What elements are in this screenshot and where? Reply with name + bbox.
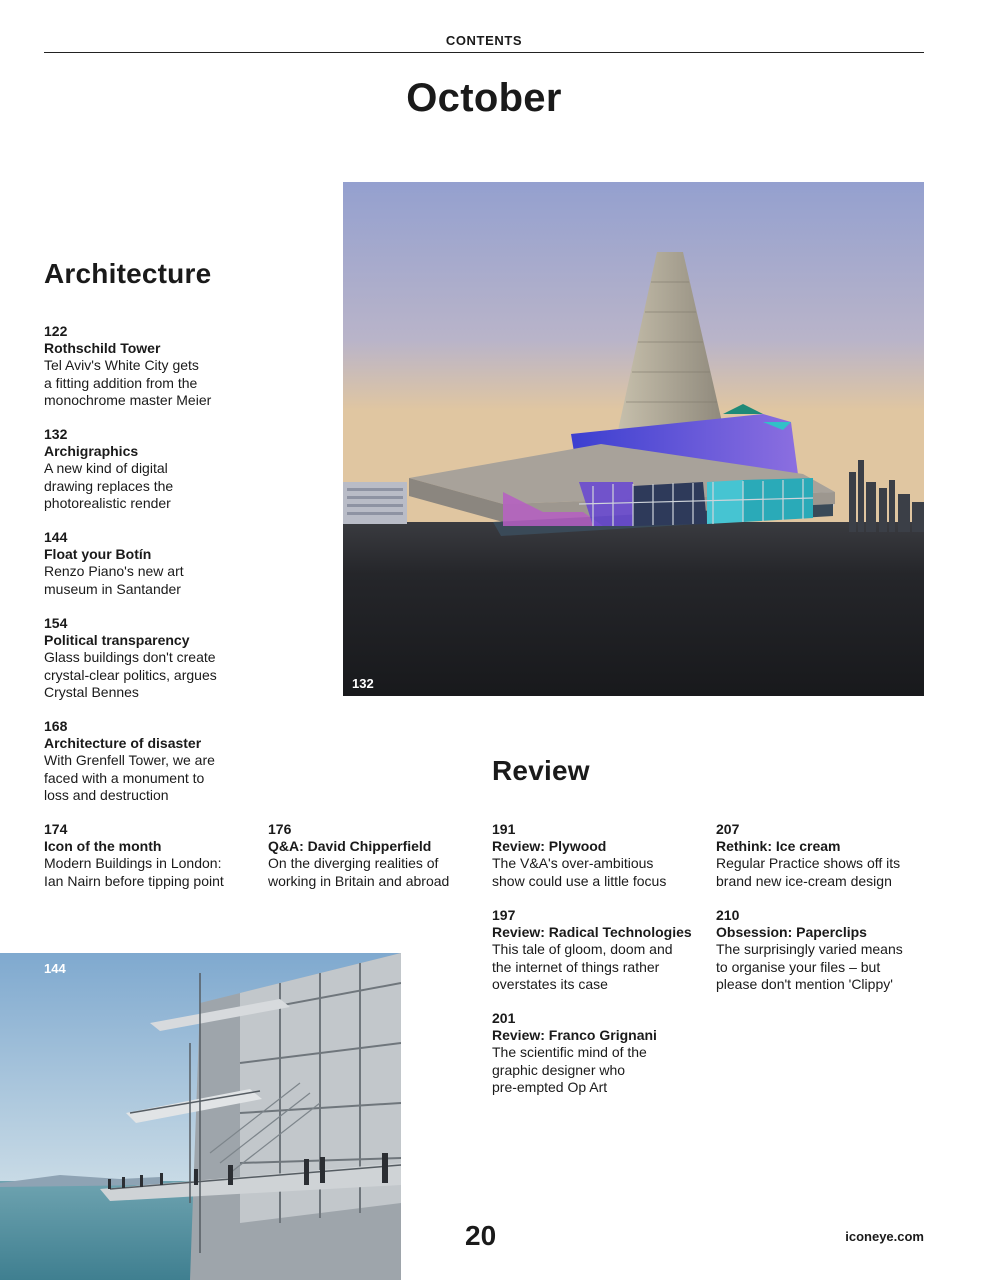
entry-desc-line: crystal-clear politics, argues [44, 666, 217, 683]
entry-title: Review: Radical Technologies [492, 924, 692, 941]
toc-entry[interactable] [44, 718, 259, 804]
entry-desc-line: working in Britain and abroad [268, 872, 450, 889]
entry-desc-line: Modern Buildings in London: [44, 855, 222, 872]
entry-desc-line: The V&A's over-ambitious [492, 855, 654, 872]
toc-entry[interactable] [44, 529, 259, 598]
entry-page: 144 [44, 529, 68, 545]
entry-title: Archigraphics [44, 443, 139, 460]
entry-page: 197 [492, 907, 516, 923]
entry-title: Rothschild Tower [44, 340, 161, 357]
entry-desc-line: overstates its case [492, 975, 608, 992]
archigraphics-illustration [343, 182, 924, 696]
entry-page: 207 [716, 821, 740, 837]
entry-desc-line: Crystal Bennes [44, 683, 139, 700]
section-label: CONTENTS [445, 33, 523, 48]
entry-page: 122 [44, 323, 68, 339]
entry-desc-line: museum in Santander [44, 580, 181, 597]
entry-desc-line: pre-empted Op Art [492, 1078, 608, 1095]
toc-entry[interactable] [44, 426, 259, 512]
architecture-heading: Architecture [44, 258, 212, 289]
entry-title: Review: Plywood [492, 838, 607, 855]
entry-desc-line: a fitting addition from the [44, 374, 198, 391]
entry-desc-line: show could use a little focus [492, 872, 667, 889]
entry-page: 132 [44, 426, 68, 442]
entry-desc-line: On the diverging realities of [268, 855, 439, 872]
entry-title: Float your Botín [44, 546, 152, 563]
entry-title: Architecture of disaster [44, 735, 202, 752]
entry-desc-line: to organise your files – but [716, 958, 881, 975]
entry-desc-line: Renzo Piano's new art [44, 563, 184, 580]
entry-desc-line: loss and destruction [44, 786, 169, 803]
toc-entry[interactable] [44, 821, 259, 890]
entry-desc-line: drawing replaces the [44, 477, 174, 494]
entry-page: 191 [492, 821, 516, 837]
entry-desc-line: the internet of things rather [492, 958, 660, 975]
entry-desc-line: This tale of gloom, doom and [492, 941, 673, 958]
page-title: October [406, 76, 562, 120]
entry-page: 154 [44, 615, 68, 631]
entry-desc-line: A new kind of digital [44, 460, 168, 477]
toc-entry[interactable] [492, 1010, 707, 1096]
toc-entry[interactable] [44, 323, 259, 409]
entry-desc-line: Ian Nairn before tipping point [44, 872, 224, 889]
toc-entry[interactable] [492, 907, 707, 993]
entry-title: Icon of the month [44, 838, 162, 855]
entry-desc-line: graphic designer who [492, 1061, 626, 1078]
entry-desc-line: The surprisingly varied means [716, 941, 903, 958]
entry-title: Q&A: David Chipperfield [268, 838, 432, 855]
entry-desc-line: faced with a monument to [44, 769, 205, 786]
botin-museum-photo [0, 953, 401, 1280]
entry-page: 168 [44, 718, 68, 734]
entry-title: Obsession: Paperclips [716, 924, 867, 941]
entry-desc-line: Tel Aviv's White City gets [44, 357, 199, 374]
entry-page: 210 [716, 907, 740, 923]
entry-desc-line: Regular Practice shows off its [716, 855, 901, 872]
toc-entry[interactable] [44, 615, 259, 701]
image-caption-132: 132 [352, 676, 374, 691]
header-rule [44, 52, 924, 53]
entry-desc-line: photorealistic render [44, 494, 171, 511]
entry-title: Review: Franco Grignani [492, 1027, 657, 1044]
image-caption-144: 144 [44, 961, 66, 976]
review-heading: Review [492, 755, 590, 786]
entry-desc-line: please don't mention 'Clippy' [716, 975, 893, 992]
entry-title: Rethink: Ice cream [716, 838, 841, 855]
entry-title: Political transparency [44, 632, 190, 649]
entry-page: 176 [268, 821, 292, 837]
entry-desc-line: With Grenfell Tower, we are [44, 752, 215, 769]
entry-desc-line: brand new ice-cream design [716, 872, 892, 889]
entry-desc-line: Glass buildings don't create [44, 649, 216, 666]
page-number: 20 [465, 1220, 497, 1251]
toc-entry[interactable] [268, 821, 483, 890]
toc-entry[interactable] [492, 821, 707, 890]
entry-page: 201 [492, 1010, 516, 1026]
toc-entry[interactable] [716, 907, 931, 993]
entry-desc-line: The scientific mind of the [492, 1044, 647, 1061]
entry-desc-line: monochrome master Meier [44, 391, 212, 408]
toc-entry[interactable] [716, 821, 931, 890]
entry-page: 174 [44, 821, 68, 837]
website-link[interactable]: iconeye.com [845, 1229, 924, 1244]
